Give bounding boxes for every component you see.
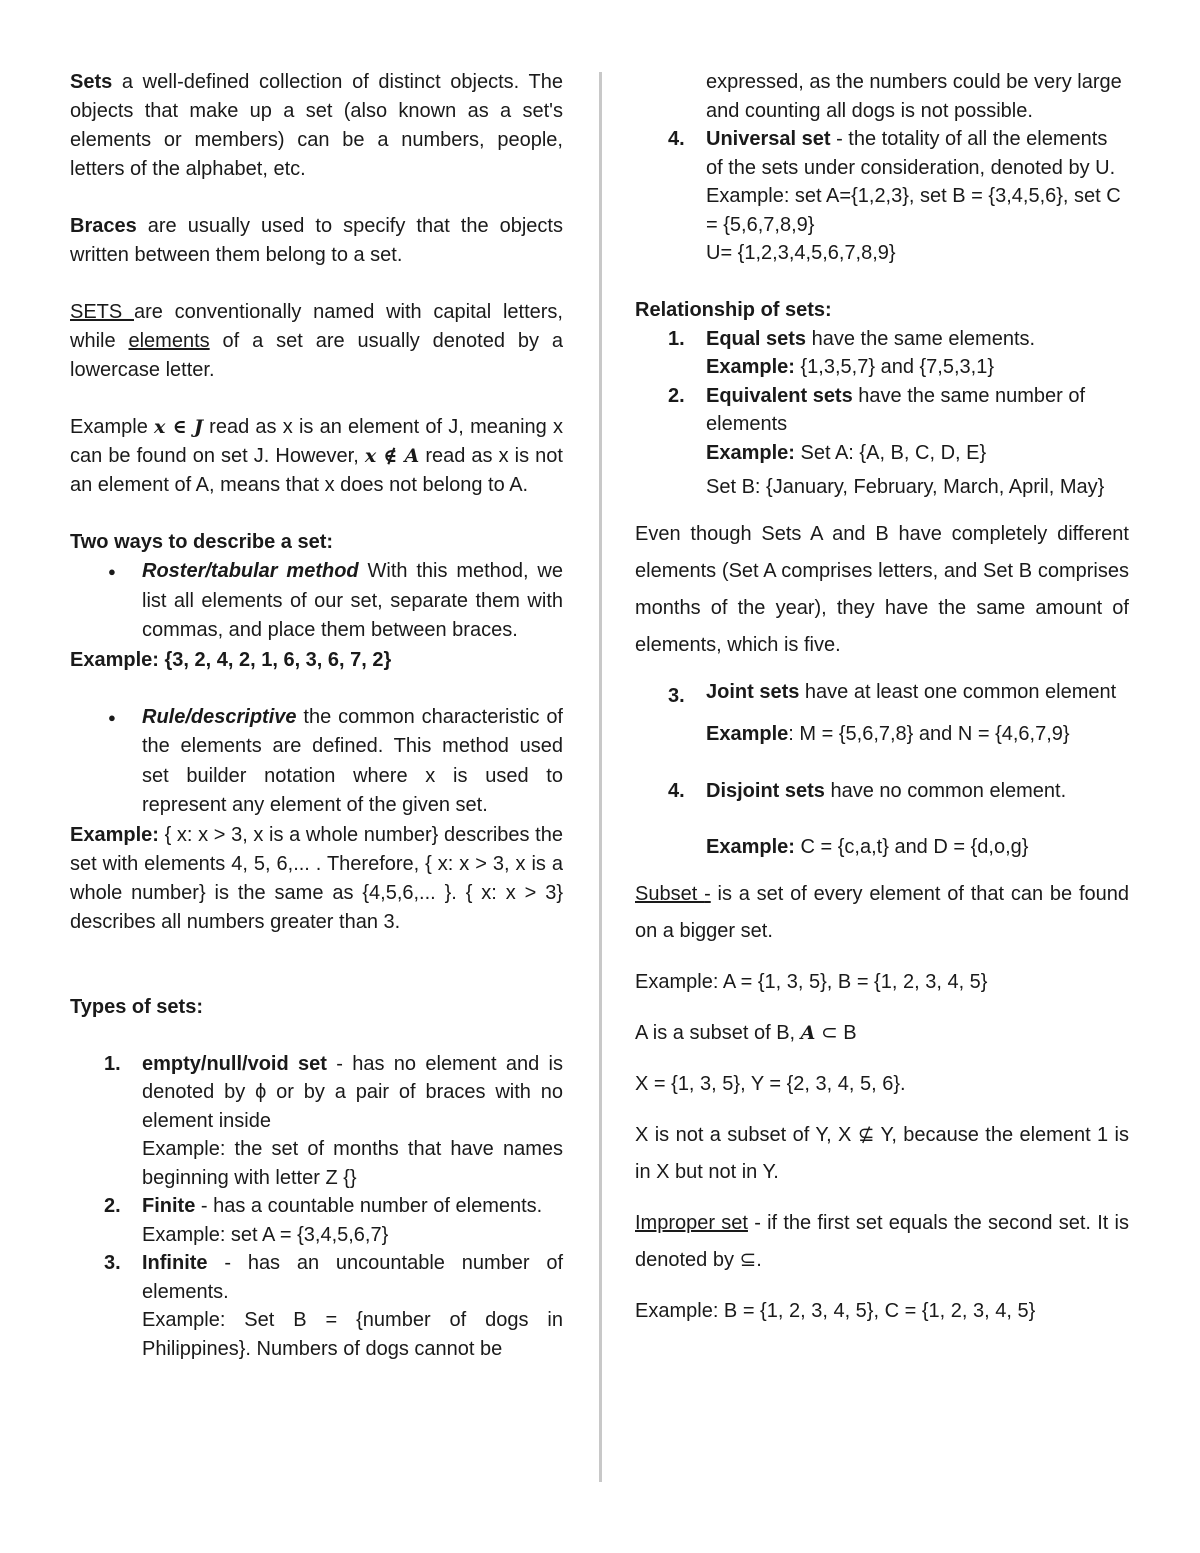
subset-statement: A is a subset of B, A ⊂ B xyxy=(635,1021,857,1044)
disjoint-example: Example: C = {c,a,t} and D = {d,o,g} xyxy=(706,836,1029,858)
type-empty-set: 1. empty/null/void set - has no element and is denoted by ϕ or by a pair of braces with no element inside Example: the set of months that have names beginning with letter Z {} xyxy=(104,1052,563,1189)
type-universal-set: 4. Universal set - the totality of all the elements of the sets under consideration, denoted by U. Example: set A={1,2,3}, set B = {3,4,5,6}, set C = {5,6,7,8,9} U= {1,2,3,4,5,6,7,8,9} xyxy=(668,128,1121,264)
sets-term: Sets xyxy=(70,71,113,93)
two-ways-heading: Two ways to describe a set: xyxy=(70,531,334,553)
subset-definition: Subset - is a set of every element of that can be found on a bigger set. xyxy=(635,882,1129,942)
roster-example: Example: {3, 2, 4, 2, 1, 6, 3, 6, 7, 2} xyxy=(70,648,392,671)
xy-sets: X = {1, 3, 5}, Y = {2, 3, 4, 5, 6}. xyxy=(635,1072,906,1095)
elements-term: elements xyxy=(128,330,210,352)
types-heading: Types of sets: xyxy=(70,995,203,1018)
right-column xyxy=(635,68,1129,1330)
disjoint-sets-item: 4. Disjoint sets have no common element. xyxy=(668,779,1067,802)
left-column xyxy=(70,68,563,1363)
improper-set-definition: Improper set - if the first set equals the second set. It is denoted by ⊆. xyxy=(635,1211,1129,1271)
naming-convention: SETS are conventionally named with capital letters, while elements of a set are usually denoted by a lowercase letter. xyxy=(70,301,564,381)
rule-term: Rule/descriptive xyxy=(142,705,297,728)
infinite-continued: expressed, as the numbers could be very large and counting all dogs is not possible. xyxy=(706,71,1122,122)
sets-definition: Sets a well-defined collection of distinct objects. The objects that make up a set (also known as a set's elements or members) can be a numbers, people, letters of the alphabet, etc. xyxy=(70,71,563,180)
not-subset-paragraph: X is not a subset of Y, X ⊈ Y, because the element 1 is in X but not in Y. xyxy=(635,1123,1129,1183)
sets-caps-term: SETS xyxy=(70,301,134,323)
math-not-element-of: x ∉ A xyxy=(364,445,420,467)
braces-definition: Braces are usually used to specify that the objects written between them belong to a set. xyxy=(70,215,563,266)
subset-example: Example: A = {1, 3, 5}, B = {1, 2, 3, 4, 5} xyxy=(635,970,988,993)
rule-example: Example: { x: x > 3, x is a whole number} describes the set with elements 4, 5, 6,... . Therefore, { x: x > 3, x is a whole number} is the same as {4,5,6,... }. { x: x > 3} describes all numbers greater than 3. xyxy=(70,823,563,933)
equal-sets-item: 1. Equal sets have the same elements. Example: {1,3,5,7} and {7,5,3,1} xyxy=(668,327,1036,378)
rule-method-item: ● Rule/descriptive the common characteristic of the elements are defined. This method used set builder notation where x is used to represent any element of the given set. xyxy=(70,703,563,821)
relationship-list-2 xyxy=(635,678,1129,707)
joint-example: Example: M = {5,6,7,8} and N = {4,6,7,9} xyxy=(706,723,1070,745)
describe-methods-list xyxy=(70,557,563,646)
joint-sets-item: 3. Joint sets have at least one common element xyxy=(668,680,1117,707)
roster-term: Roster/tabular method xyxy=(142,560,359,582)
describe-methods-list-2 xyxy=(70,703,563,821)
column-divider xyxy=(599,72,602,1482)
braces-term: Braces xyxy=(70,215,137,237)
membership-example: Example x ∈ J read as x is an element of J, meaning x can be found on set J. However, x ∉ A read as x is not an element of A, means that x does not belong to A. xyxy=(70,416,563,496)
math-element-of: x ∈ J xyxy=(154,416,203,438)
roster-method-item: ● Roster/tabular method With this method, we list all elements of our set, separate them with commas, and place them between braces. xyxy=(70,557,563,646)
relationship-heading: Relationship of sets: xyxy=(635,298,832,321)
type-finite-set: 2. Finite - has a countable number of elements. Example: set A = {3,4,5,6,7} xyxy=(104,1195,543,1246)
relationship-list xyxy=(635,325,1129,502)
equivalent-sets-item: 2. Equivalent sets have the same number of elements Example: Set A: {A, B, C, D, E} Set B: {January, February, March, April, May} xyxy=(668,384,1105,498)
type-infinite-set: 3. Infinite - has an uncountable number of elements. Example: Set B = {number of dogs in Philippines}. Numbers of dogs cannot be xyxy=(104,1252,563,1360)
types-list xyxy=(70,1050,563,1364)
even-though-paragraph: Even though Sets A and B have completely different elements (Set A comprises letters, and Set B comprises months of the year), they have the same amount of elements, which is five. xyxy=(635,522,1129,656)
improper-example: Example: B = {1, 2, 3, 4, 5}, C = {1, 2, 3, 4, 5} xyxy=(635,1299,1036,1322)
